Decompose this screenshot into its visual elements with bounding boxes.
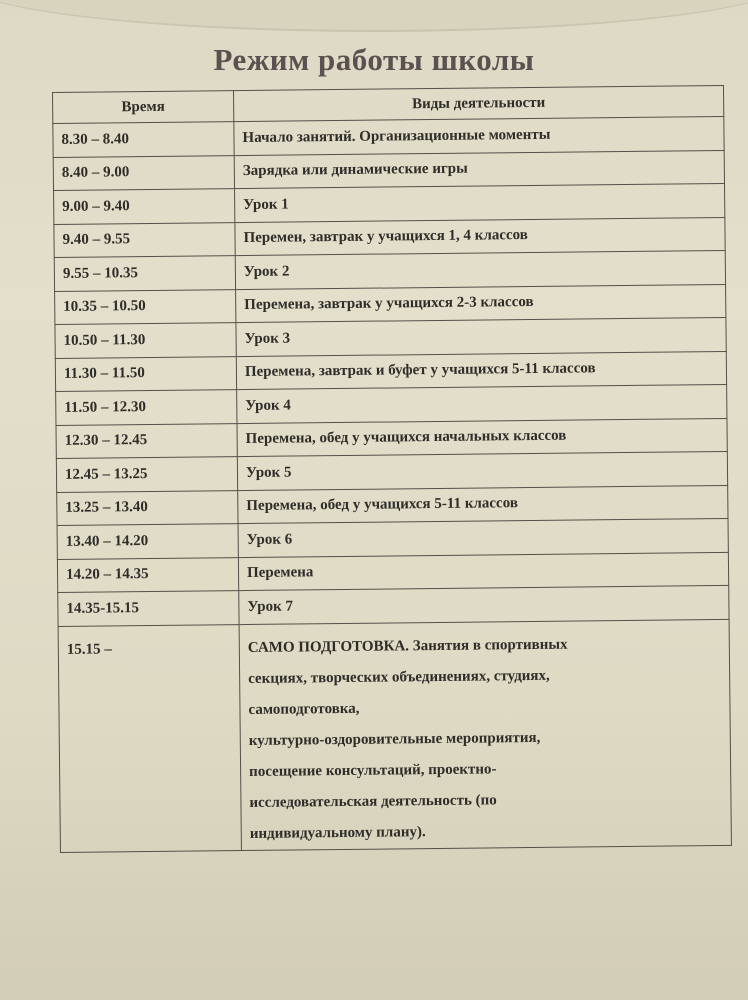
table-row-last — [58, 619, 731, 852]
time-cell: 8.40 – 9.00 — [53, 155, 234, 190]
header-activity: Виды деятельности — [233, 85, 723, 121]
activity-cell: Урок 1 — [235, 183, 725, 222]
activity-cell: Начало занятий. Организационные моменты — [234, 116, 724, 155]
time-cell: 12.45 – 13.25 — [56, 457, 237, 492]
schedule-table-wrap — [52, 85, 732, 852]
activity-line: секциях, творческих объединениях, студиях, — [248, 667, 550, 687]
activity-line: культурно-оздоровительные мероприятия, — [248, 729, 541, 749]
header-time: Время — [53, 91, 234, 124]
activity-cell: Перемена, завтрак и буфет у учащихся 5-11 классов — [236, 351, 726, 390]
activity-cell: Урок 4 — [237, 384, 727, 423]
time-cell: 9.40 – 9.55 — [54, 222, 235, 257]
time-cell-last: 15.15 – — [58, 624, 241, 852]
activity-cell: Перемена, обед у учащихся 5-11 классов — [238, 485, 728, 524]
activity-cell: Зарядка или динамические игры — [234, 150, 724, 189]
activity-cell: Перемена, завтрак у учащихся 2-3 классов — [236, 284, 726, 323]
activity-cell: Перемен, завтрак у учащихся 1, 4 классов — [235, 217, 725, 256]
activity-cell-last — [239, 619, 731, 850]
activity-cell: Урок 3 — [236, 317, 726, 356]
time-cell: 8.30 – 8.40 — [53, 122, 234, 157]
time-cell: 9.00 – 9.40 — [54, 189, 235, 224]
activity-cell: Урок 2 — [235, 250, 725, 289]
top-edge-arc — [0, 0, 748, 32]
time-cell: 14.35-15.15 — [58, 591, 239, 626]
time-cell: 10.50 – 11.30 — [55, 323, 236, 358]
activity-line: САМО ПОДГОТОВКА. Занятия в спортивных — [247, 636, 568, 656]
activity-line: посещение консультаций, проектно- — [249, 760, 497, 780]
schedule-body — [53, 116, 732, 851]
time-cell: 13.25 – 13.40 — [57, 490, 238, 525]
time-cell: 9.55 – 10.35 — [54, 256, 235, 291]
activity-line: индивидуальному плану). — [249, 823, 426, 842]
activity-cell: Перемена, обед у учащихся начальных классов — [237, 418, 727, 457]
time-cell: 11.50 – 12.30 — [56, 390, 237, 425]
time-cell: 10.35 – 10.50 — [55, 289, 236, 324]
page-title: Режим работы школы — [213, 42, 535, 77]
activity-cell: Урок 7 — [239, 585, 729, 624]
activity-cell: Урок 5 — [237, 451, 727, 490]
activity-cell: Урок 6 — [238, 518, 728, 557]
time-cell: 11.30 – 11.50 — [55, 356, 236, 391]
time-cell: 12.30 – 12.45 — [56, 423, 237, 458]
schedule-table — [52, 85, 732, 852]
activity-line: самоподготовка, — [248, 700, 360, 718]
time-cell: 14.20 – 14.35 — [57, 557, 238, 592]
activity-cell: Перемена — [238, 552, 728, 591]
activity-line: исследовательская деятельность (по — [249, 791, 497, 811]
time-cell: 13.40 – 14.20 — [57, 524, 238, 559]
